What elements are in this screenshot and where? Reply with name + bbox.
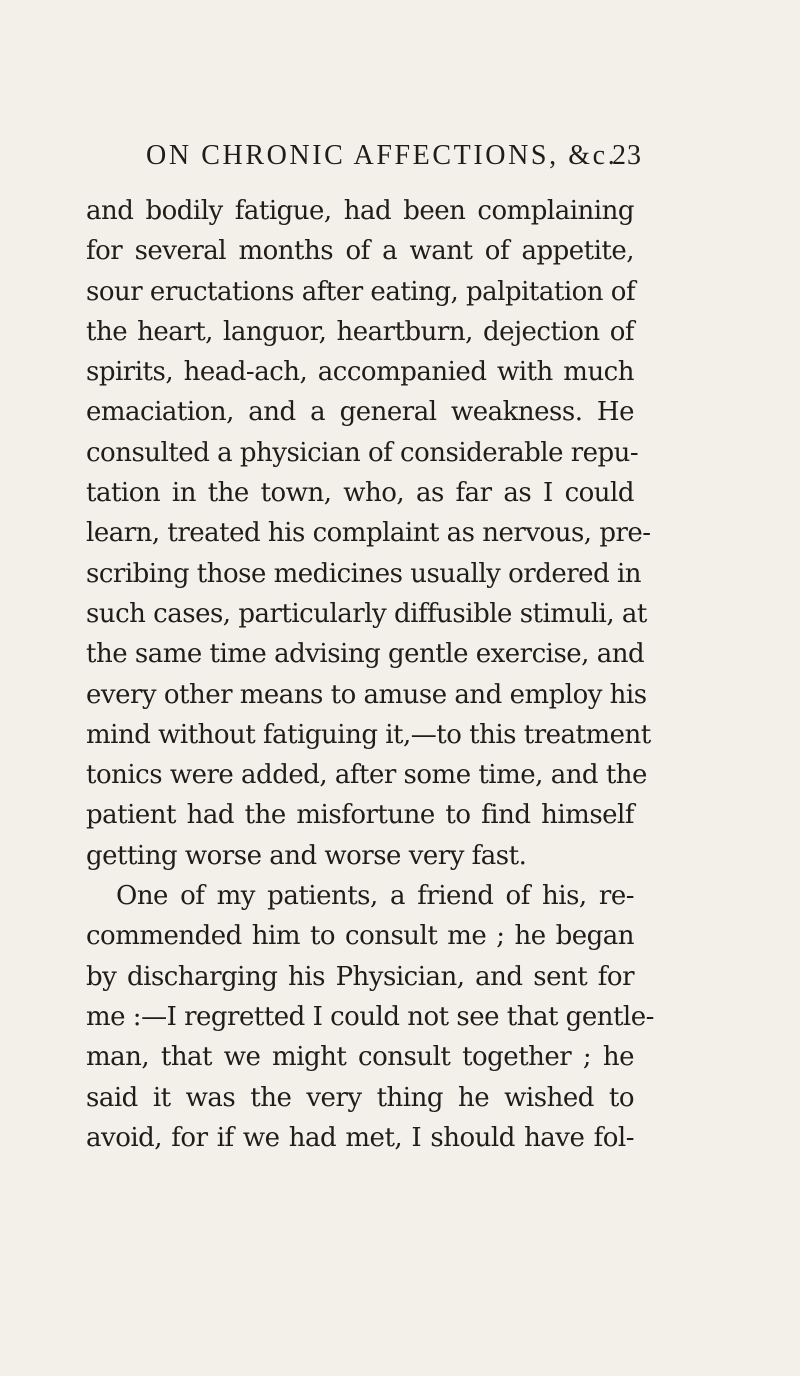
body-text [86,191,654,1158]
running-head [0,136,800,176]
text-line: the same time advising gentle exercise, and [86,639,645,670]
text-line: tation in the town, who, as far as I could [86,478,634,509]
text-line: by discharging his Physician, and sent for [86,961,634,992]
text-line: every other means to amuse and employ his [86,679,647,710]
text-line: said it was the very thing he wished to [86,1082,634,1113]
text-line: man, that we might consult together ; he [86,1042,634,1073]
text-line: consulted a physician of considerable repu- [86,437,639,468]
text-line: patient had the misfortune to find himself [86,800,634,831]
text-line: the heart, languor, heartburn, dejection of [86,316,634,347]
running-title: ON CHRONIC AFFECTIONS, &c. [146,140,618,171]
text-line: for several months of a want of appetite, [86,236,634,267]
text-line: avoid, for if we had met, I should have fol- [86,1122,634,1153]
text-line: tonics were added, after some time, and the [86,760,647,791]
text-line: learn, treated his complaint as nervous, pre- [86,518,651,549]
text-line: spirits, head-ach, accompanied with much [86,357,634,388]
text-line: scribing those medicines usually ordered in [86,558,642,589]
text-line: such cases, particularly diffusible stimuli, at [86,598,647,629]
text-line-paragraph-start: One of my patients, a friend of his, re- [116,881,634,912]
text-line-paragraph-end: getting worse and worse very fast. [86,840,527,871]
page-number: 23 [612,140,642,171]
text-line: me :—I regretted I could not see that gentle- [86,1001,654,1032]
text-line: sour eructations after eating, palpitation of [86,276,636,307]
text-line: mind without fatiguing it,—to this treatment [86,719,651,750]
text-line: commended him to consult me ; he began [86,921,634,952]
text-line: emaciation, and a general weakness. He [86,397,634,428]
text-line: and bodily fatigue, had been complaining [86,196,634,226]
